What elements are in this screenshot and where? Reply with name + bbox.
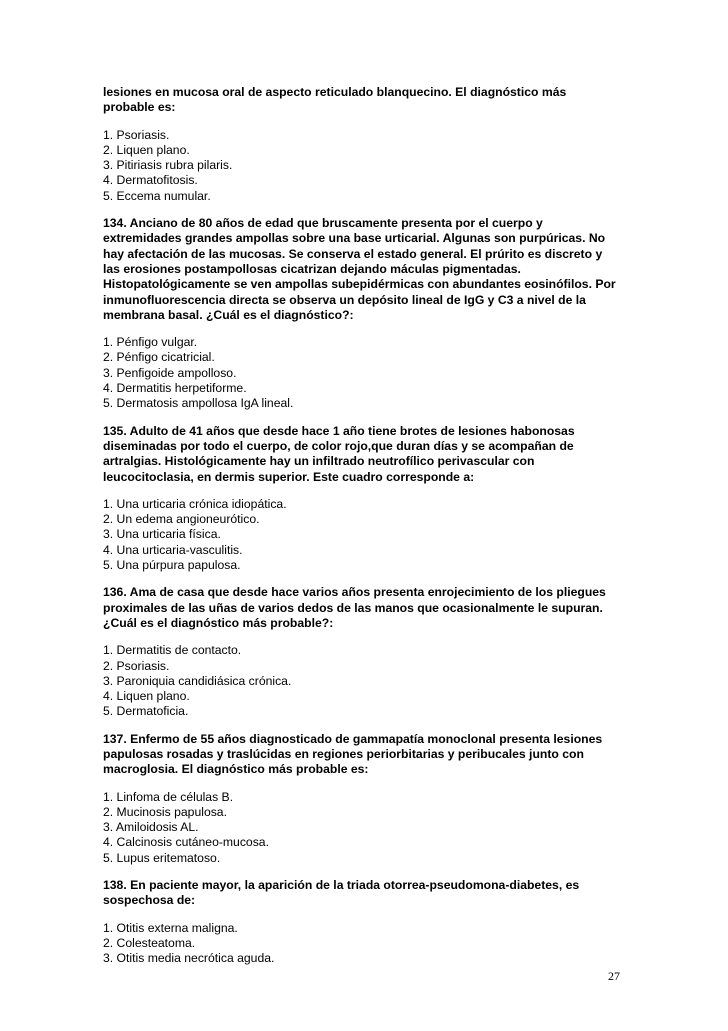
answer-option: 4. Dermatofitosis.: [103, 173, 198, 188]
question-133: [103, 85, 623, 204]
answer-options: [103, 335, 623, 411]
answer-option: 2. Un edema angioneurótico.: [103, 512, 260, 527]
answer-option: 2. Colesteatoma.: [103, 935, 196, 950]
answer-options: [103, 790, 623, 866]
question-stem: 138. En paciente mayor, la aparición de la triada otorrea-pseudomona-diabetes, es sospechosa de:: [103, 878, 580, 908]
answer-option: 1. Dermatitis de contacto.: [103, 643, 242, 658]
answer-option: 3. Una urticaria física.: [103, 527, 221, 542]
question-135: [103, 424, 623, 574]
answer-option: 1. Linfoma de células B.: [103, 789, 234, 804]
document-body: [103, 85, 623, 967]
page-number: 27: [608, 969, 620, 983]
answer-option: 1. Pénfigo vulgar.: [103, 335, 198, 350]
answer-option: 5. Una púrpura papulosa.: [103, 558, 241, 573]
answer-option: 2. Liquen plano.: [103, 142, 190, 157]
question-138: [103, 878, 623, 966]
answer-option: 1. Otitis externa maligna.: [103, 920, 238, 935]
answer-option: 5. Eccema numular.: [103, 188, 211, 203]
question-136: [103, 585, 623, 719]
answer-option: 1. Una urticaria crónica idiopática.: [103, 496, 287, 511]
answer-options: [103, 497, 623, 573]
question-stem: 134. Anciano de 80 años de edad que bruscamente presenta por el cuerpo y extremidades grandes ampollas sobre una base urticarial. Algunas son purpúricas. No hay afectación de las mucosas. Se conserva el estado general. El prúrito es discreto y las erosiones postampollosas cicatrizan dejando máculas pigmentadas. Histopatológicamente se ven ampollas subepidérmicas con abundantes eosinófilos. Por inmunofluorescencia directa se observa un depósito lineal de IgG y C3 a nivel de la membrana basal. ¿Cuál es el diagnóstico?:: [103, 216, 616, 322]
question-stem: 135. Adulto de 41 años que desde hace 1 año tiene brotes de lesiones habonosas diseminadas por todo el cuerpo, de color rojo,que duran días y se acompañan de artralgias. Histológicamente hay un infiltrado neutrofílico perivascular con leucocitoclasia, en dermis superior. Este cuadro corresponde a:: [103, 423, 575, 484]
answer-option: 5. Dermatosis ampollosa IgA lineal.: [103, 396, 294, 411]
answer-options: [103, 921, 623, 967]
answer-option: 4. Una urticaria-vasculitis.: [103, 542, 243, 557]
answer-option: 1. Psoriasis.: [103, 127, 170, 142]
answer-option: 4. Calcinosis cutáneo-mucosa.: [103, 835, 269, 850]
answer-option: 2. Pénfigo cicatricial.: [103, 350, 215, 365]
answer-option: 3. Pitiriasis rubra pilaris.: [103, 158, 233, 173]
answer-options: [103, 128, 623, 204]
question-134: [103, 216, 623, 412]
answer-option: 4. Liquen plano.: [103, 689, 190, 704]
question-stem: 136. Ama de casa que desde hace varios años presenta enrojecimiento de los pliegues proximales de las uñas de varios dedos de las manos que ocasionalmente le supuran. ¿Cuál es el diagnóstico más probable?:: [103, 585, 606, 630]
answer-option: 3. Penfigoide ampolloso.: [103, 365, 237, 380]
answer-option: 3. Otitis media necrótica aguda.: [103, 951, 275, 966]
question-stem: 137. Enfermo de 55 años diagnosticado de gammapatía monoclonal presenta lesiones papulosas rosadas y traslúcidas en regiones periorbitarias y peribucales junto con macroglosia. El diagnóstico más probable es:: [103, 731, 603, 777]
answer-option: 4. Dermatitis herpetiforme.: [103, 381, 247, 396]
answer-options: [103, 643, 623, 719]
answer-option: 2. Mucinosis papulosa.: [103, 804, 227, 819]
answer-option: 3. Paroniquia candidiásica crónica.: [103, 673, 292, 688]
answer-option: 5. Dermatoficia.: [103, 704, 189, 719]
answer-option: 2. Psoriasis.: [103, 658, 170, 673]
answer-option: 3. Amiloidosis AL.: [103, 820, 199, 835]
question-137: [103, 732, 623, 866]
question-stem: lesiones en mucosa oral de aspecto reticulado blanquecino. El diagnóstico más probable es:: [103, 85, 567, 115]
answer-option: 5. Lupus eritematoso.: [103, 850, 221, 865]
